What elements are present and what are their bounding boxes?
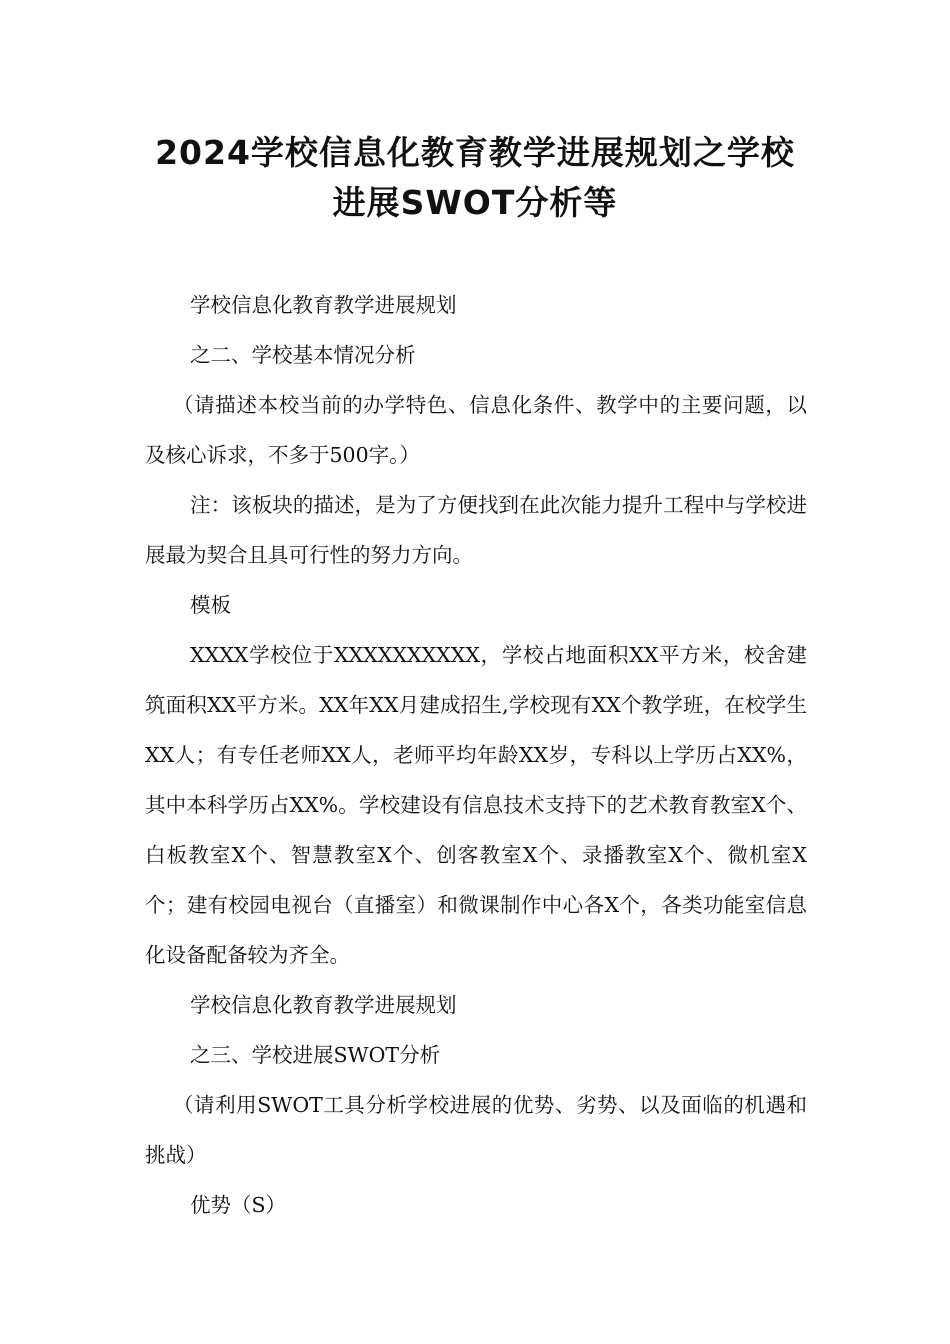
paragraph-section-3-instruction: （请利用SWOT工具分析学校进展的优势、劣势、以及面临的机遇和挑战） [145, 1093, 807, 1167]
paragraph-section-2-instruction: （请描述本校当前的办学特色、信息化条件、教学中的主要问题，以及核心诉求，不多于500字。） [145, 393, 807, 467]
document-title: 2024学校信息化教育教学进展规划之学校进展SWOT分析等 [155, 133, 795, 222]
paragraph-template-label: 模板 [190, 593, 231, 617]
paragraph-section-3-heading: 之三、学校进展SWOT分析 [190, 1043, 441, 1067]
document-body [145, 280, 807, 1230]
paragraph-template-body: XXXX学校位于XXXXXXXXXX，学校占地面积XX平方米，校舍建筑面积XX平方米。XX年XX月建成招生,学校现有XX个教学班，在校学生XX人；有专任老师XX人，老师平均年龄XX岁，专科以上学历占XX%，其中本科学历占XX%。学校建设有信息技术支持下的艺术教育教室X个、白板教室X个、智慧教室X个、创客教室X个、录播教室X个、微机室X个；建有校园电视台（直播室）和微课制作中心各X个，各类功能室信息化设备配备较为齐全。 [145, 643, 807, 967]
paragraph-strengths-label: 优势（S） [190, 1193, 287, 1217]
paragraph-plan-heading-2: 学校信息化教育教学进展规划 [190, 993, 457, 1017]
paragraph-note: 注：该板块的描述，是为了方便找到在此次能力提升工程中与学校进展最为契合且具可行性的努力方向。 [145, 493, 807, 567]
paragraph-plan-heading-1: 学校信息化教育教学进展规划 [190, 293, 457, 317]
paragraph-section-2-heading: 之二、学校基本情况分析 [190, 343, 416, 367]
